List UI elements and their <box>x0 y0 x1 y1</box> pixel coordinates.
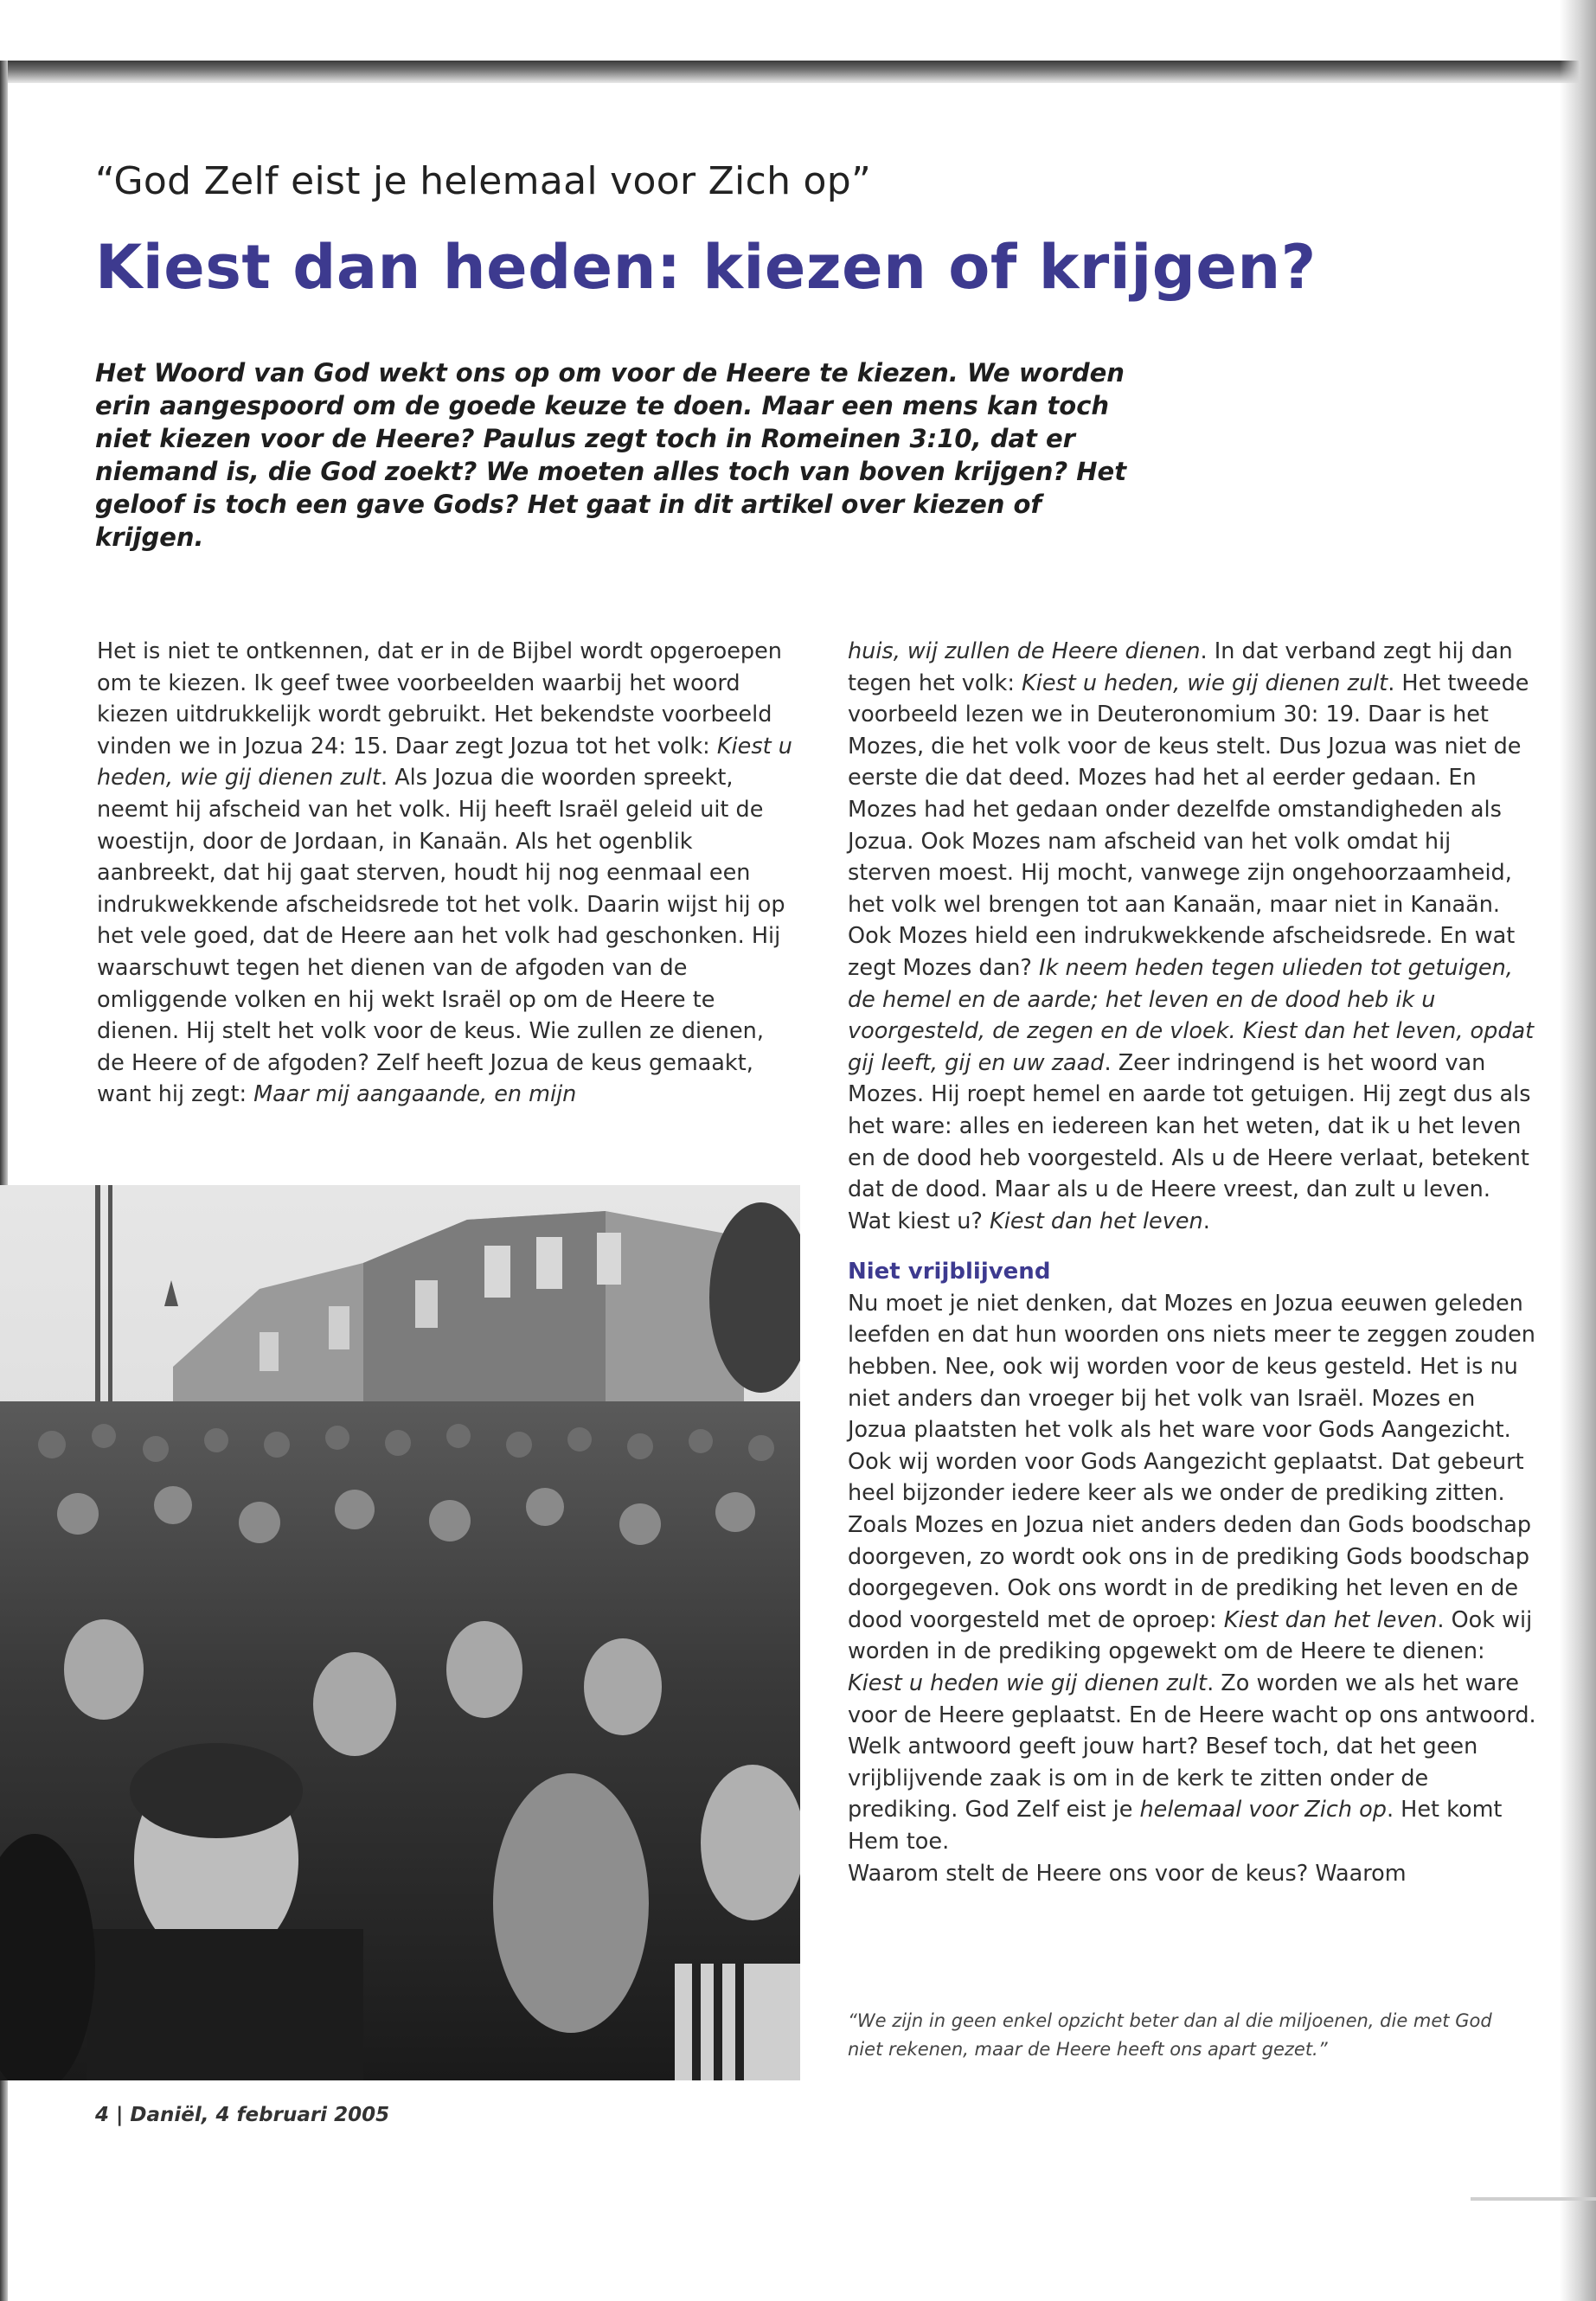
right-paragraph-2 <box>848 1288 1540 1858</box>
bible-quote: Maar mij aangaande, en mijn <box>253 1081 577 1108</box>
text-run: . Als Jozua die woorden spreekt, neemt hij afscheid van het volk. Hij heeft Israël geleid uit de woestijn, door de Jordaan, in Kanaän. Als het ogenblik aanbreekt, dat hij gaat sterven, houdt hij nog eenmaal een indrukwekkende afscheidsrede tot het volk. Daarin wijst hij op het vele goed, dat de Heere aan het volk had geschonken. Hij waarschuwt tegen het dienen van de afgoden van de omliggende volken en hij wekt Israël op om de Heere te dienen. Hij stelt het volk voor de keus. Wie zullen ze dienen, de Heere of de afgoden? Zelf heeft Jozua de keus gemaakt, want hij zegt: <box>97 765 785 1108</box>
crowd-photo-illustration <box>0 1185 800 2080</box>
binding-shadow <box>1560 0 1596 2301</box>
page-top-margin <box>0 0 1596 61</box>
article-headline: Kiest dan heden: kiezen of krijgen? <box>95 232 1317 303</box>
left-column <box>97 636 796 1111</box>
section-subhead: Niet vrijblijvend <box>848 1259 1051 1285</box>
bible-quote: Ik neem heden tegen ulieden tot getuigen, de hemel en de aarde; het leven en de dood heb ik u voorgesteld, de zegen en de vloek. Kiest dan het leven, opdat gij leeft, gij en uw zaad <box>848 954 1535 1076</box>
pull-quote: “We zijn in geen enkel opzicht beter dan al die miljoenen, die met God niet rekenen, maar de Heere heeft ons apart gezet.” <box>848 2010 1492 2060</box>
page-footer: 4 | Daniël, 4 februari 2005 <box>95 2104 390 2126</box>
bible-quote: Kiest u heden, wie gij dienen zult <box>97 733 792 792</box>
text-run: . <box>1202 1208 1210 1234</box>
text-run: . Zeer indringend is het woord van Mozes. Hij roept hemel en aarde tot getuigen. Hij zegt dus als het ware: alles en iedereen kan het weten, dat ik u het leven en de dood heb voorgesteld. Als u de Heere verlaat, betekent dat de dood. Maar als u de Heere vreest, dan zult u leven. Wat kiest u? <box>848 1049 1531 1234</box>
text-run: . Het tweede voorbeeld lezen we in Deuteronomium 30: 19. Daar is het Mozes, die het volk voor de keus stelt. Dus Jozua was niet de eerste die dat deed. Mozes had het al eerder gedaan. En Mozes had het gedaan onder dezelfde omstandigheden als Jozua. Ook Mozes nam afscheid van het volk omdat hij sterven moest. Hij mocht, vanwege zijn ongehoorzaamheid, het volk wel brengen tot aan Kanaän, maar niet in Kanaän. Ook Mozes hield een indrukwekkende afscheidsrede. En wat zegt Mozes dan? <box>848 670 1529 981</box>
article-intro: Het Woord van God wekt ons op om voor de Heere te kiezen. We worden erin aangespoord om de goede keuze te doen. Maar een mens kan toch niet kiezen voor de Heere? Paulus zegt toch in Romeinen 3:10, dat er niemand is, die God zoekt? We moeten alles toch van boven krijgen? Het geloof is toch een gave Gods? Het gaat in dit artikel over kiezen of krijgen. <box>95 358 1127 552</box>
right-column <box>848 636 1540 1889</box>
scan-top-edge <box>0 61 1596 83</box>
left-paragraph <box>97 636 796 1111</box>
bottom-rule <box>1471 2197 1596 2201</box>
bible-quote: Kiest dan het leven <box>990 1208 1203 1234</box>
text-run: . Ook wij worden in de prediking opgewekt om de Heere te dienen: <box>848 1606 1533 1665</box>
article-kicker: “God Zelf eist je helemaal voor Zich op” <box>95 159 872 203</box>
text-run: . Zo worden we als het ware voor de Heere geplaatst. En de Heere wacht op ons antwoord. Welk antwoord geeft jouw hart? Besef toch, dat het geen vrijblijvende zaak is om in de kerk te zitten onder de prediking. God Zelf eist je <box>848 1670 1536 1823</box>
text-run: Het is niet te ontkennen, dat er in de Bijbel wordt opgeroepen om te kiezen. Ik geef twee voorbeelden waarbij het woord kiezen uitdrukkelijk wordt gebruikt. Het bekendste voorbeeld vinden we in Jozua 24: 15. Daar zegt Jozua tot het volk: <box>97 638 782 760</box>
bible-quote: Kiest u heden, wie gij dienen zult <box>1022 670 1388 696</box>
emphasis-text: helemaal voor Zich op <box>1139 1797 1387 1823</box>
bible-quote: huis, wij zullen de Heere dienen <box>848 638 1201 664</box>
crowd-photo <box>0 1185 800 2080</box>
text-run: . Het komt Hem toe. <box>848 1797 1503 1855</box>
text-run: . In dat verband zegt hij dan tegen het volk: <box>848 638 1513 696</box>
bible-quote: Kiest dan het leven <box>1223 1606 1438 1633</box>
bible-quote: Kiest u heden wie gij dienen zult <box>848 1670 1208 1696</box>
text-run: Nu moet je niet denken, dat Mozes en Jozua eeuwen geleden leefden en dat hun woorden ons niets meer te zeggen zouden hebben. Nee, ook wij worden voor de keus gesteld. Het is nu niet anders dan vroeger bij het volk van Israël. Mozes en Jozua plaatsten het volk als het ware voor Gods Aangezicht. Ook wij worden voor Gods Aangezicht geplaatst. Dat gebeurt heel bijzonder iedere keer als we onder de prediking zitten. Zoals Mozes en Jozua niet anders deden dan Gods boodschap doorgeven, zo wordt ook ons in de prediking Gods boodschap doorgegeven. Ook ons wordt in de prediking het leven en de dood voorgesteld met de oproep: <box>848 1290 1535 1633</box>
right-paragraph-1 <box>848 636 1540 1237</box>
right-paragraph-3: Waarom stelt de Heere ons voor de keus? Waarom <box>848 1860 1407 1887</box>
